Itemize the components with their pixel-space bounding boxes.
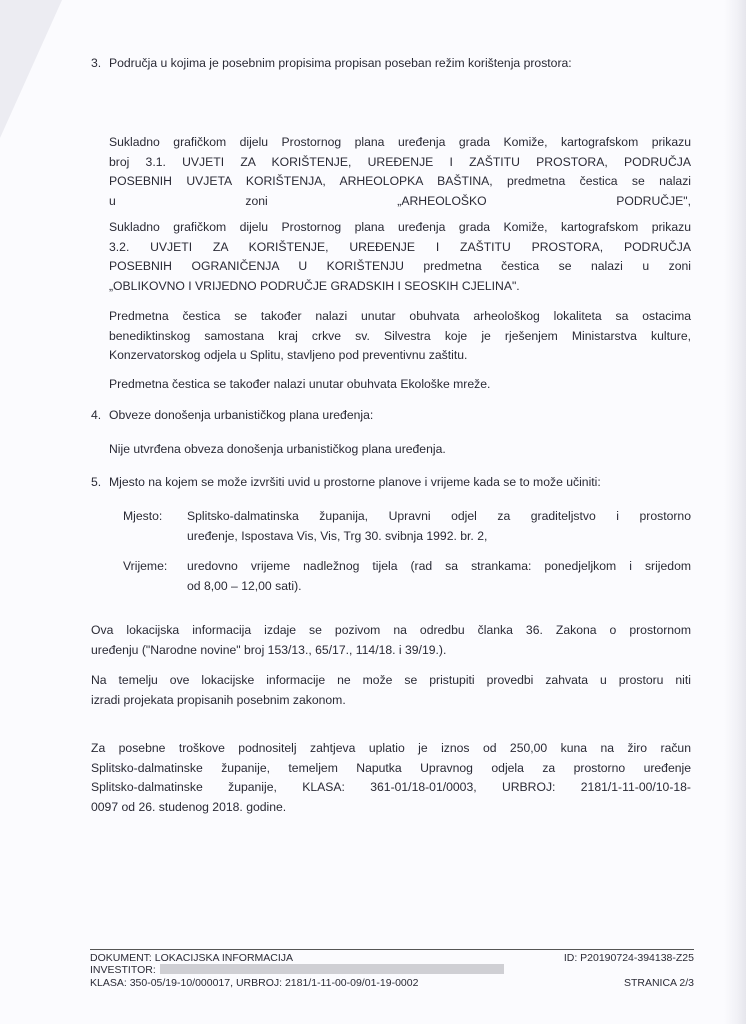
legal-basis-paragraph <box>91 621 691 660</box>
section-5-heading: Mjesto na kojem se može izvršiti uvid u prostorne planove i vrijeme kada se to može učiniti: <box>109 475 601 489</box>
footer-document: DOKUMENT: LOKACIJSKA INFORMACIJA <box>90 952 294 964</box>
line: uredovno vrijeme nadležnog tijela (rad sa strankama: ponedjeljkom i srijedom <box>187 559 691 573</box>
line: izradi projekata propisanih posebnim zakonom. <box>91 692 346 707</box>
line: uređenju ("Narodne novine" broj 153/13., 65/17., 114/18. i 39/19.). <box>91 642 447 657</box>
section-5-number: 5. <box>91 475 102 489</box>
line: broj 3.1. UVJETI ZA KORIŠTENJE, UREĐENJE I ZAŠTITU PROSTORA, PODRUČJA <box>109 154 691 169</box>
place-value <box>187 507 691 546</box>
section-3-paragraph-4: Predmetna čestica se također nalazi unutar obuhvata Ekološke mreže. <box>109 377 491 391</box>
section-3-paragraph-2 <box>109 218 691 296</box>
section-4-heading: Obveze donošenja urbanističkog plana uređenja: <box>109 408 374 422</box>
line: Ova lokacijska informacija izdaje se pozivom na odredbu članka 36. Zakona o prostornom <box>91 623 691 637</box>
place-label: Mjesto: <box>123 509 163 523</box>
footer-rule <box>90 949 694 950</box>
section-3-paragraph-1 <box>109 133 691 211</box>
line: u zoni „ARHEOLOŠKO PODRUČJE", <box>109 193 691 208</box>
section-4-text: Nije utvrđena obveza donošenja urbanističkog plana uređenja. <box>109 442 446 456</box>
redacted-name <box>160 964 504 974</box>
line: Konzervatorskog odjela u Splitu, stavljeno pod preventivnu zaštitu. <box>109 348 468 362</box>
section-3-heading: Područja u kojima je posebnim propisima propisan poseban režim korištenja prostora: <box>109 56 572 70</box>
section-3-paragraph-3 <box>109 307 691 366</box>
notice-paragraph <box>91 671 691 710</box>
line: „OBLIKOVNO I VRIJEDNO PODRUČJE GRADSKIH I SEOSKIH CJELINA". <box>109 278 520 293</box>
footer-klasa: KLASA: 350-05/19-10/000017, URBROJ: 2181/1-11-00-09/01-19-0002 <box>90 977 419 989</box>
line: Na temelju ove lokacijske informacije ne može se pristupiti provedbi zahvata u prostoru niti <box>91 673 691 687</box>
investitor-label: INVESTITOR: <box>90 964 156 976</box>
line: Za posebne troškove podnositelj zahtjeva uplatio je iznos od 250,00 kuna na žiro račun <box>91 741 691 755</box>
line: od 8,00 – 12,00 sati). <box>187 578 302 593</box>
time-value <box>187 557 691 596</box>
line: benediktinskog samostana kraj crkve sv. Silvestra koje je rješenjem Ministarstva kulture, <box>109 328 691 343</box>
line: Sukladno grafičkom dijelu Prostornog plana uređenja grada Komiže, kartografskom prikazu <box>109 135 691 149</box>
footer-page-number: STRANICA 2/3 <box>623 977 694 989</box>
time-label: Vrijeme: <box>123 559 168 573</box>
section-3-number: 3. <box>91 56 102 70</box>
line: Sukladno grafičkom dijelu Prostornog plana uređenja grada Komiže, kartografskom prikazu <box>109 220 691 234</box>
line: 3.2. UVJETI ZA KORIŠTENJE, UREĐENJE I ZAŠTITU PROSTORA, PODRUČJA <box>109 239 691 254</box>
line: POSEBNIH OGRANIČENJA U KORIŠTENJU predmetna čestica se nalazi u zoni <box>109 259 691 273</box>
line: Splitsko-dalmatinske županije, temeljem Naputka Upravnog odjela za prostorno uređenje <box>91 760 691 775</box>
line: 0097 od 26. studenog 2018. godine. <box>91 799 287 814</box>
line: POSEBNIH UVJETA KORIŠTENJA, ARHEOLOPKA BAŠTINA, predmetna čestica se nalazi <box>109 174 691 188</box>
line: uređenje, Ispostava Vis, Vis, Trg 30. svibnja 1992. br. 2, <box>187 528 488 543</box>
line: Splitsko-dalmatinske županije, KLASA: 361-01/18-01/0003, URBROJ: 2181/1-11-00/10-18- <box>91 780 691 794</box>
footer-id: ID: P20190724-394138-Z25 <box>563 952 694 964</box>
section-4-number: 4. <box>91 408 102 422</box>
line: Predmetna čestica se također nalazi unutar obuhvata arheološkog lokaliteta sa ostacima <box>109 309 691 323</box>
line: Splitsko-dalmatinska županija, Upravni odjel za graditeljstvo i prostorno <box>187 509 691 523</box>
fee-paragraph <box>91 739 691 817</box>
footer-investitor <box>90 964 504 977</box>
